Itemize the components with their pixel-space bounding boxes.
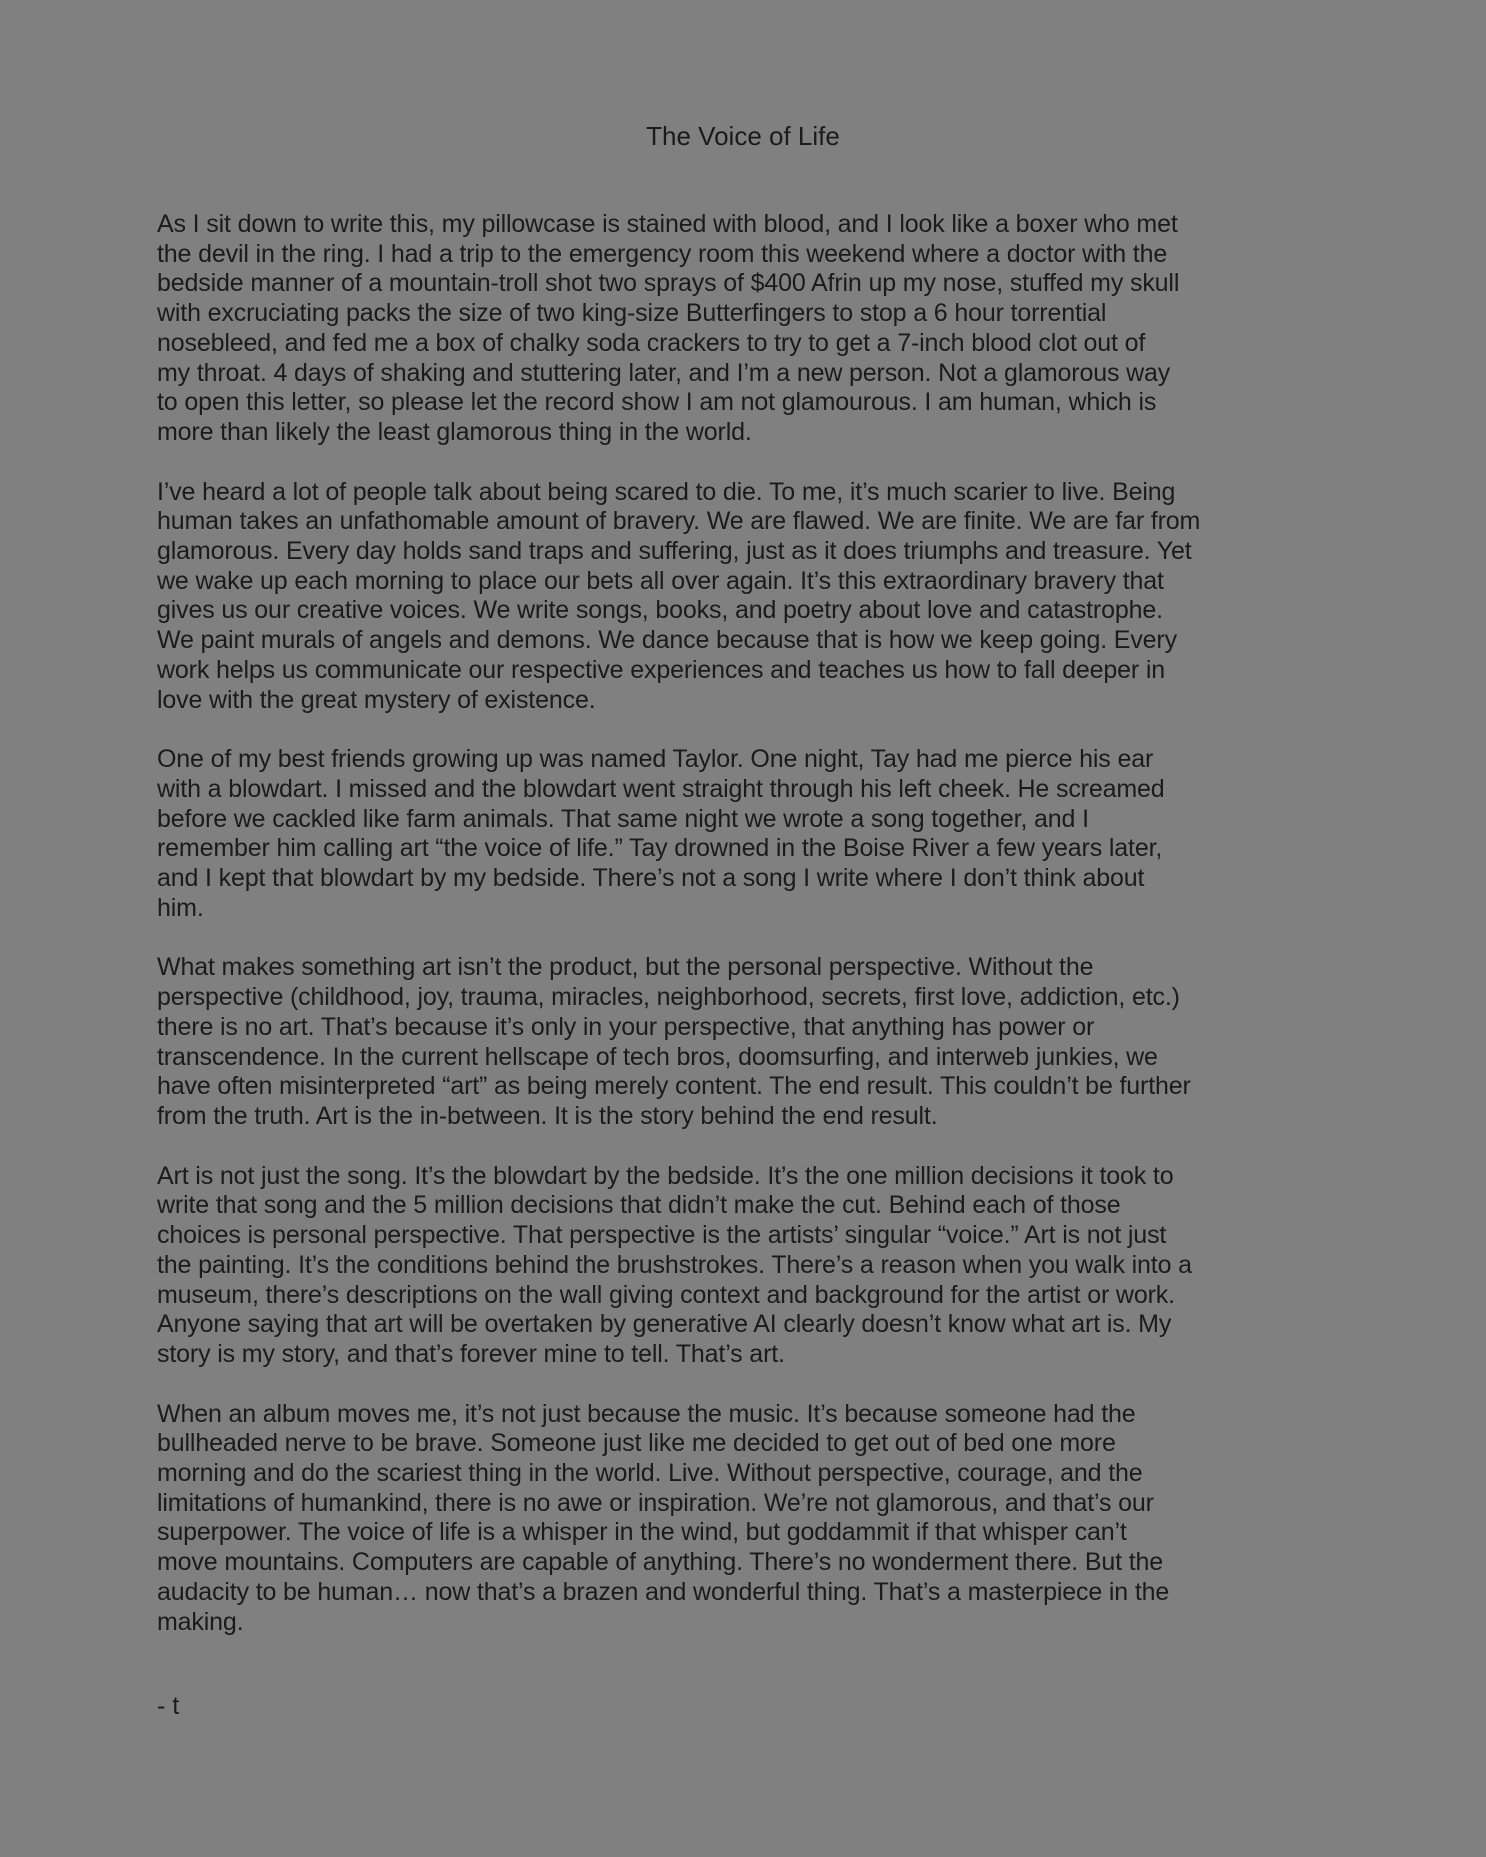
letter-title: The Voice of Life	[646, 121, 840, 151]
paragraph-1: As I sit down to write this, my pillowcase is stained with blood, and I look like a boxer who met the devil in the ring. I had a trip to the emergency room this weekend where a doctor with the bedside manner of a mountain-troll shot two sprays of $400 Afrin up my nose, stuffed my skull with excruciating packs the size of two king-size Butterfingers to stop a 6 hour torrential nosebleed, and fed me a box of chalky soda crackers to try to get a 7-inch blood clot out of my throat. 4 days of shaking and stuttering later, and I’m a new person. Not a glamorous way to open this letter, so please let the record show I am not glamourous. I am human, which is more than likely the least glamorous thing in the world.	[157, 210, 1180, 446]
paragraph-4: What makes something art isn’t the product, but the personal perspective. Without the perspective (childhood, joy, trauma, miracles, neighborhood, secrets, first love, addiction, etc.) there is no art. That’s because it’s only in your perspective, that anything has power or transcendence. In the current hellscape of tech bros, doomsurfing, and interweb junkies, we have often misinterpreted “art” as being merely content. The end result. This couldn’t be further from the truth. Art is the in-between. It is the story behind the end result.	[157, 953, 1191, 1130]
signoff: - t	[157, 1692, 180, 1720]
letter-body	[157, 210, 1347, 1667]
paragraph-2: I’ve heard a lot of people talk about being scared to die. To me, it’s much scarier to live. Being human takes an unfathomable amount of bravery. We are flawed. We are finite. We are far from glamorous. Every day holds sand traps and suffering, just as it does triumphs and treasure. Yet we wake up each morning to place our bets all over again. It’s this extraordinary bravery that gives us our creative voices. We write songs, books, and poetry about love and catastrophe. We paint murals of angels and demons. We dance because that is how we keep going. Every work helps us communicate our respective experiences and teaches us how to fall deeper in love with the great mystery of existence.	[157, 477, 1201, 714]
paragraph-5: Art is not just the song. It’s the blowdart by the bedside. It’s the one million decisions it took to write that song and the 5 million decisions that didn’t make the cut. Behind each of those choices is personal perspective. That perspective is the artists’ singular “voice.” Art is not just the painting. It’s the conditions behind the brushstrokes. There’s a reason when you walk into a museum, there’s descriptions on the wall giving context and background for the artist or work. Anyone saying that art will be overtaken by generative AI clearly doesn’t know what art is. My story is my story, and that’s forever mine to tell. That’s art.	[157, 1161, 1192, 1368]
paragraph-3: One of my best friends growing up was named Taylor. One night, Tay had me pierce his ear with a blowdart. I missed and the blowdart went straight through his left cheek. He screamed before we cackled like farm animals. That same night we wrote a song together, and I remember him calling art “the voice of life.” Tay drowned in the Boise River a few years later, and I kept that blowdart by my bedside. There’s not a song I write where I don’t think about him.	[157, 745, 1165, 922]
paragraph-6: When an album moves me, it’s not just because the music. It’s because someone had the bullheaded nerve to be brave. Someone just like me decided to get out of bed one more morning and do the scariest thing in the world. Live. Without perspective, courage, and the limitations of humankind, there is no awe or inspiration. We’re not glamorous, and that’s our superpower. The voice of life is a whisper in the wind, but goddammit if that whisper can’t move mountains. Computers are capable of anything. There’s no wonderment there. But the audacity to be human… now that’s a brazen and wonderful thing. That’s a masterpiece in the making.	[157, 1399, 1170, 1636]
